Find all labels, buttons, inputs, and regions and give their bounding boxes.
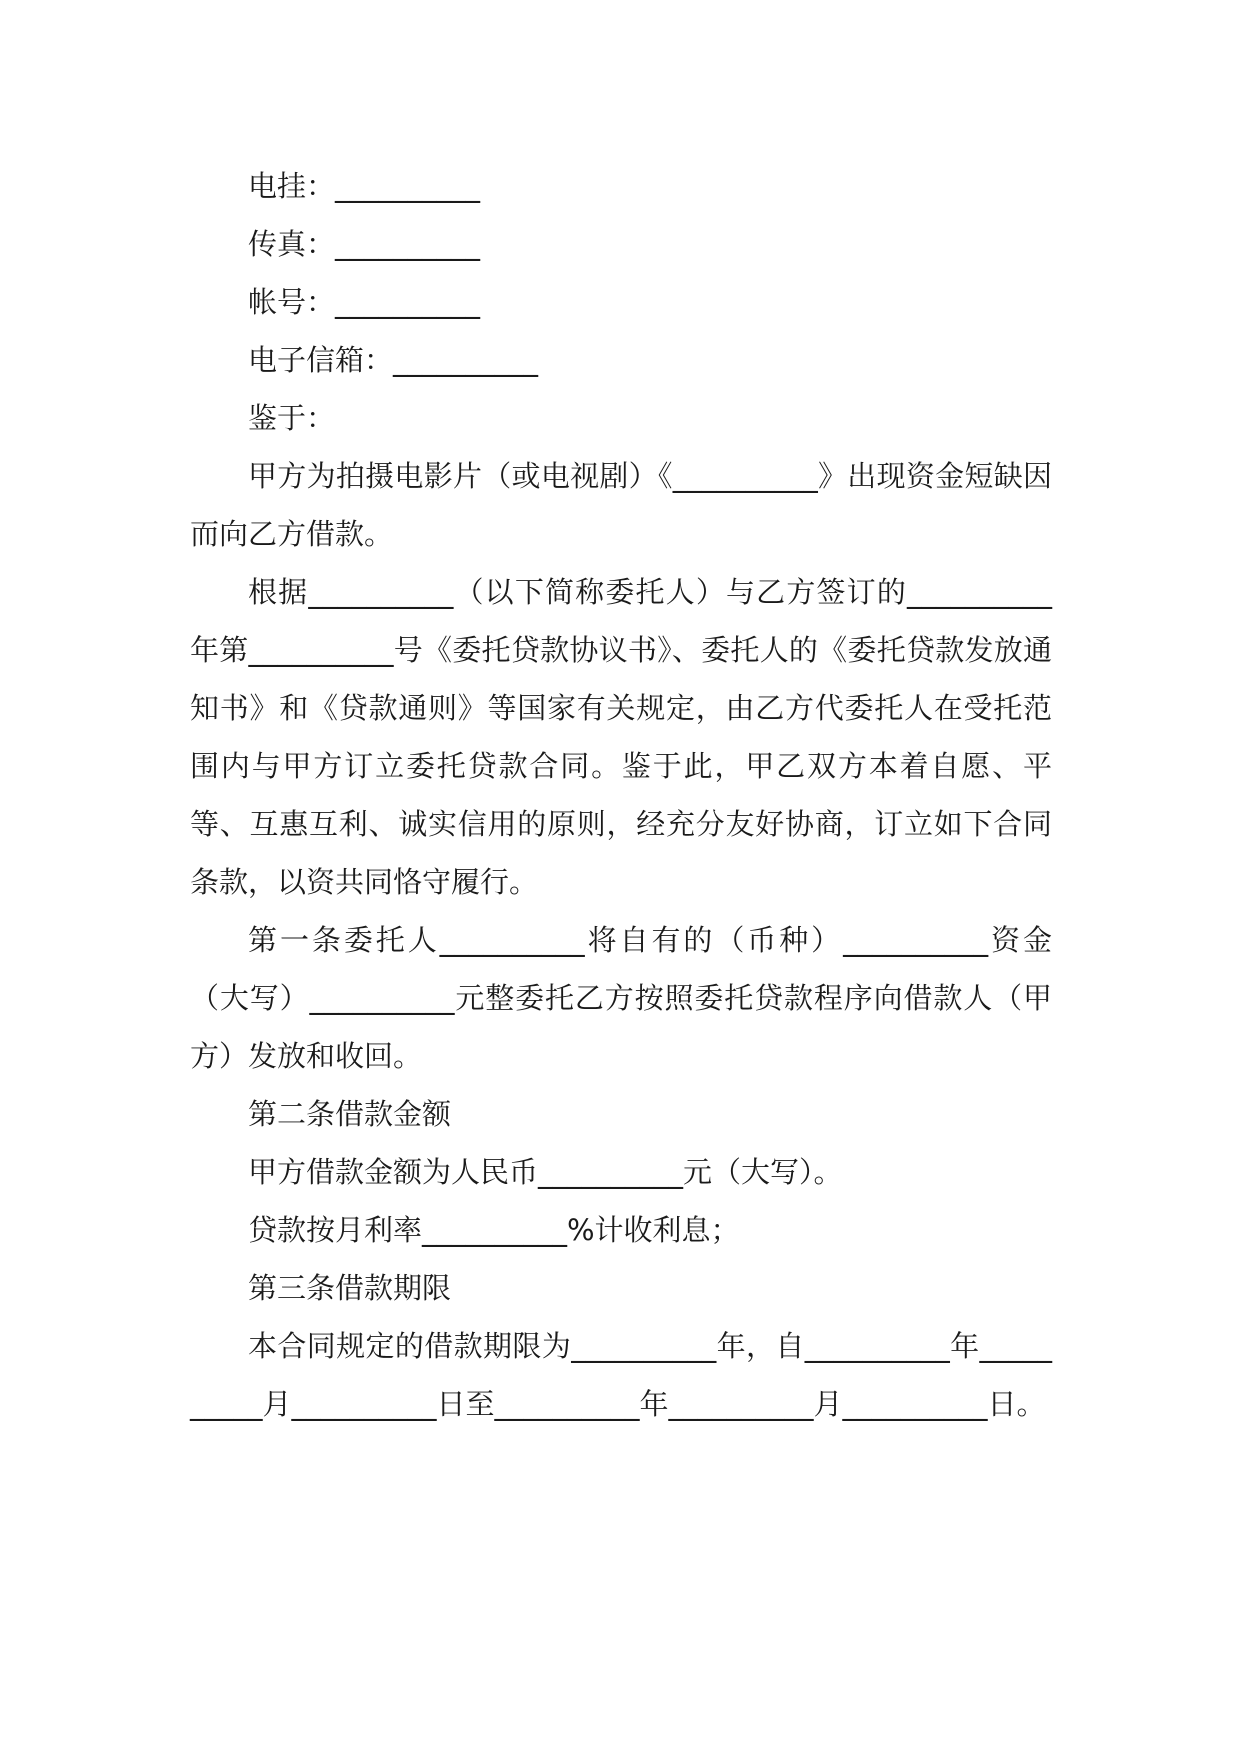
article-1-paragraph: 第一条委托人__________将自有的（币种）__________资金（大写）__________元整委托乙方按照委托贷款程序向借款人（甲方）发放和收回。 xyxy=(190,923,1052,1073)
interest-rate-line: 贷款按月利率__________%计收利息； xyxy=(248,1213,740,1247)
account-line: 帐号：__________ xyxy=(248,285,481,319)
document-body xyxy=(190,157,1052,1433)
whereas-paragraph-1: 甲方为拍摄电影片（或电视剧）《__________》出现资金短缺因而向乙方借款。 xyxy=(190,459,1052,551)
telegraph-line: 电挂：__________ xyxy=(248,169,481,203)
whereas-heading: 鉴于： xyxy=(248,401,336,435)
email-line: 电子信箱：__________ xyxy=(248,343,539,377)
loan-amount-line: 甲方借款金额为人民币__________元（大写）。 xyxy=(248,1155,843,1189)
article-3-heading: 第三条借款期限 xyxy=(248,1271,452,1305)
fax-line: 传真：__________ xyxy=(248,227,481,261)
article-2-heading: 第二条借款金额 xyxy=(248,1097,452,1131)
whereas-paragraph-2: 根据__________（以下简称委托人）与乙方签订的__________年第__________号《委托贷款协议书》、委托人的《委托贷款发放通知书》和《贷款通则》等国家有关规定，由乙方代委托人在受托范围内与甲方订立委托贷款合同。鉴于此，甲乙双方本着自愿、平等、互惠互利、诚实信用的原则，经充分友好协商，订立如下合同条款，以资共同恪守履行。 xyxy=(190,575,1052,899)
loan-term-paragraph: 本合同规定的借款期限为__________年，自__________年__________月__________日至__________年__________月__________日。 xyxy=(190,1329,1052,1421)
